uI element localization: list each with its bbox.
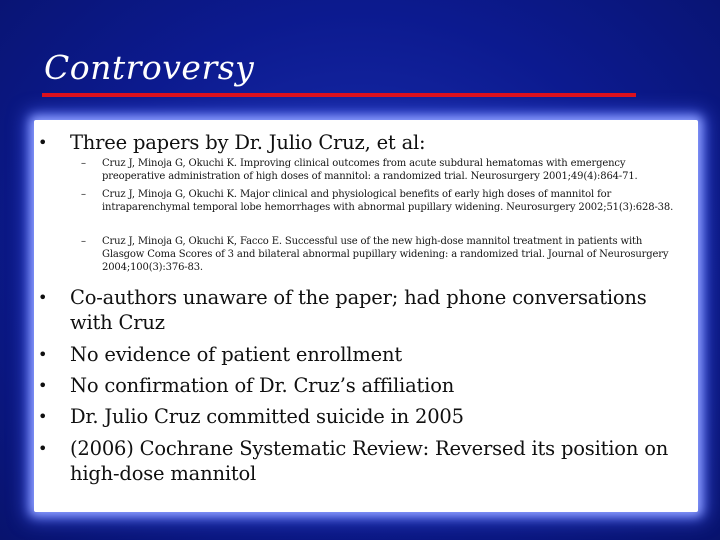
slide-title: Controversy xyxy=(44,48,255,87)
reference-text: Cruz J, Minoja G, Okuchi K. Major clinical and physiological benefits of early high doses of mannitol for intraparenchymal temporal lobe hemorrhages with abnormal pupillary widening. Neurosurgery 2002;51(3):628-38. xyxy=(102,189,674,213)
bullet-text: (2006) Cochrane Systematic Review: Reversed its position on high-dose mannitol xyxy=(70,437,669,485)
bullet-text: No evidence of patient enrollment xyxy=(70,343,402,366)
bullet-icon: • xyxy=(38,376,48,395)
dash-icon: – xyxy=(81,189,86,200)
bullet-text: Dr. Julio Cruz committed suicide in 2005 xyxy=(70,405,464,428)
bullet-icon: • xyxy=(38,439,48,458)
bullet-icon: • xyxy=(38,288,48,307)
reference-text: Cruz J, Minoja G, Okuchi K, Facco E. Successful use of the new high-dose mannitol treatment in patients with Glasgow Coma Scores of 3 and bilateral abnormal pupillary widening: a randomized trial. Journal of Neurosurgery 2004;100(3):376-83. xyxy=(102,236,669,273)
bullet-text: Three papers by Dr. Julio Cruz, et al: xyxy=(70,131,426,154)
reference-text: Cruz J, Minoja G, Okuchi K. Improving clinical outcomes from acute subdural hematomas with emergency preoperative administration of high doses of mannitol: a randomized trial. Neurosurgery 2001;49(4):864-71. xyxy=(102,158,638,182)
dash-icon: – xyxy=(81,158,86,169)
bullet-text: Co-authors unaware of the paper; had phone conversations with Cruz xyxy=(70,286,647,334)
content-panel xyxy=(34,120,698,512)
bullet-text: No confirmation of Dr. Cruz’s affiliation xyxy=(70,374,455,397)
bullet-icon: • xyxy=(38,407,48,426)
bullet-icon: • xyxy=(38,345,48,364)
dash-icon: – xyxy=(81,236,86,247)
bullet-icon: • xyxy=(38,133,48,152)
title-underline xyxy=(42,93,636,97)
